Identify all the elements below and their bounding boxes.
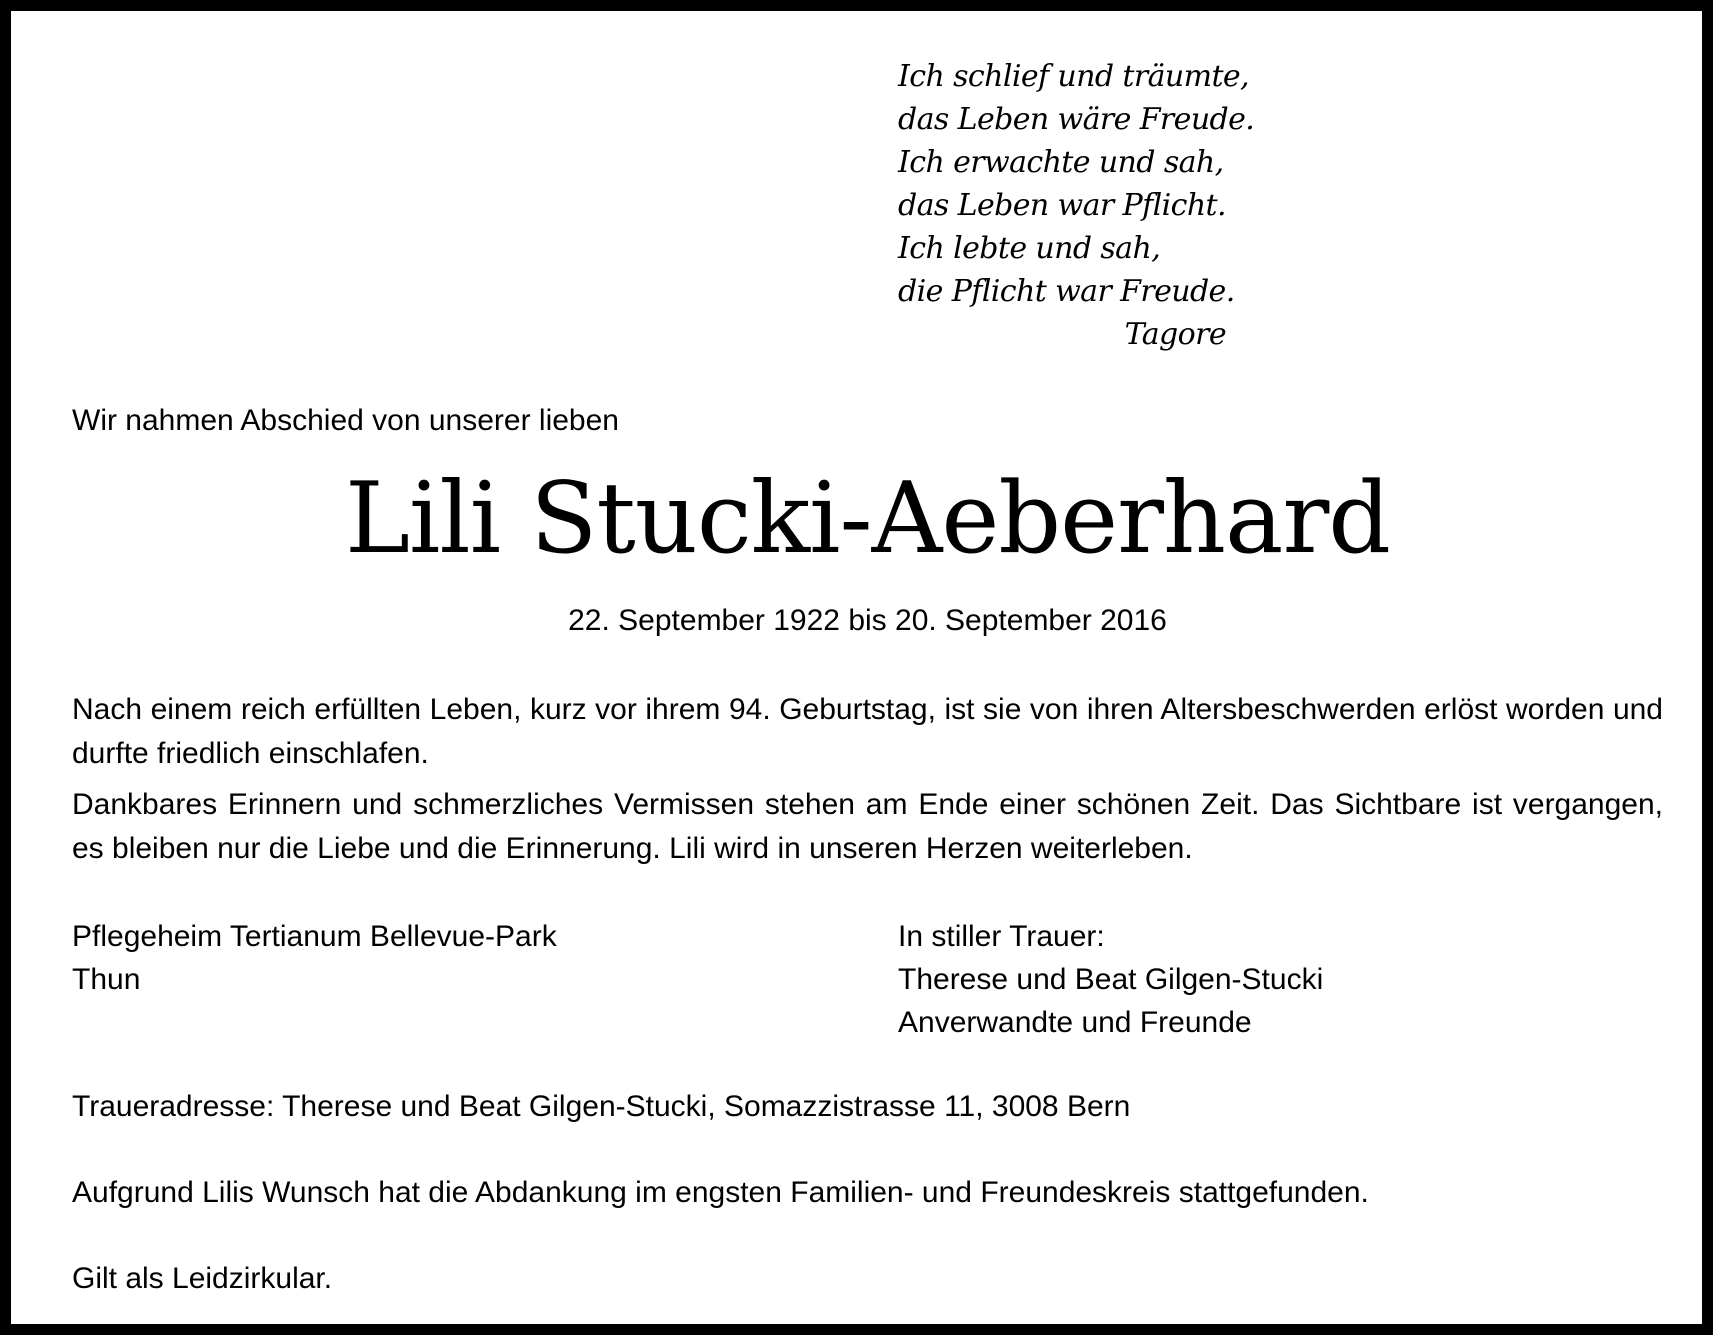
location-line: Pflegeheim Tertianum Bellevue-Park — [72, 920, 557, 953]
mourners-line: In stiller Trauer: — [898, 920, 1105, 953]
life-dates: 22. September 1922 bis 20. September 2016 — [568, 604, 1167, 637]
deceased-name: Lili Stucki-Aeberhard — [344, 462, 1391, 576]
poem-line: Ich lebte und sah, — [898, 231, 1161, 266]
poem-author: Tagore — [1124, 317, 1226, 352]
leidzirkular-note: Gilt als Leidzirkular. — [72, 1262, 333, 1295]
paragraph-life: Nach einem reich erfüllten Leben, kurz vor ihrem 94. Geburtstag, ist sie von ihren Altersbeschwerden erlöst worden und durfte friedlich einschlafen. — [72, 693, 1663, 770]
poem-line: das Leben wäre Freude. — [898, 102, 1255, 137]
funeral-note: Aufgrund Lilis Wunsch hat die Abdankung im engsten Familien- und Freundeskreis stattgefunden. — [72, 1176, 1369, 1209]
poem-line: Ich erwachte und sah, — [898, 145, 1224, 180]
mourners-line: Anverwandte und Freunde — [898, 1006, 1252, 1039]
paragraph-memory: Dankbares Erinnern und schmerzliches Vermissen stehen am Ende einer schönen Zeit. Das Sichtbare ist vergangen, es bleiben nur die Liebe und die Erinnerung. Lili wird in unseren Herzen weiterleben. — [72, 788, 1663, 865]
location-block — [72, 915, 557, 1001]
mourners-block — [898, 915, 1323, 1044]
mourning-address: Traueradresse: Therese und Beat Gilgen-Stucki, Somazzistrasse 11, 3008 Bern — [72, 1090, 1131, 1123]
poem-line: Ich schlief und träumte, — [898, 59, 1249, 94]
poem — [898, 55, 1254, 313]
poem-line: das Leben war Pflicht. — [898, 188, 1226, 223]
mourners-line: Therese und Beat Gilgen-Stucki — [898, 963, 1324, 996]
intro-text: Wir nahmen Abschied von unserer lieben — [72, 404, 619, 437]
poem-line: die Pflicht war Freude. — [898, 274, 1235, 309]
location-line: Thun — [72, 963, 141, 996]
